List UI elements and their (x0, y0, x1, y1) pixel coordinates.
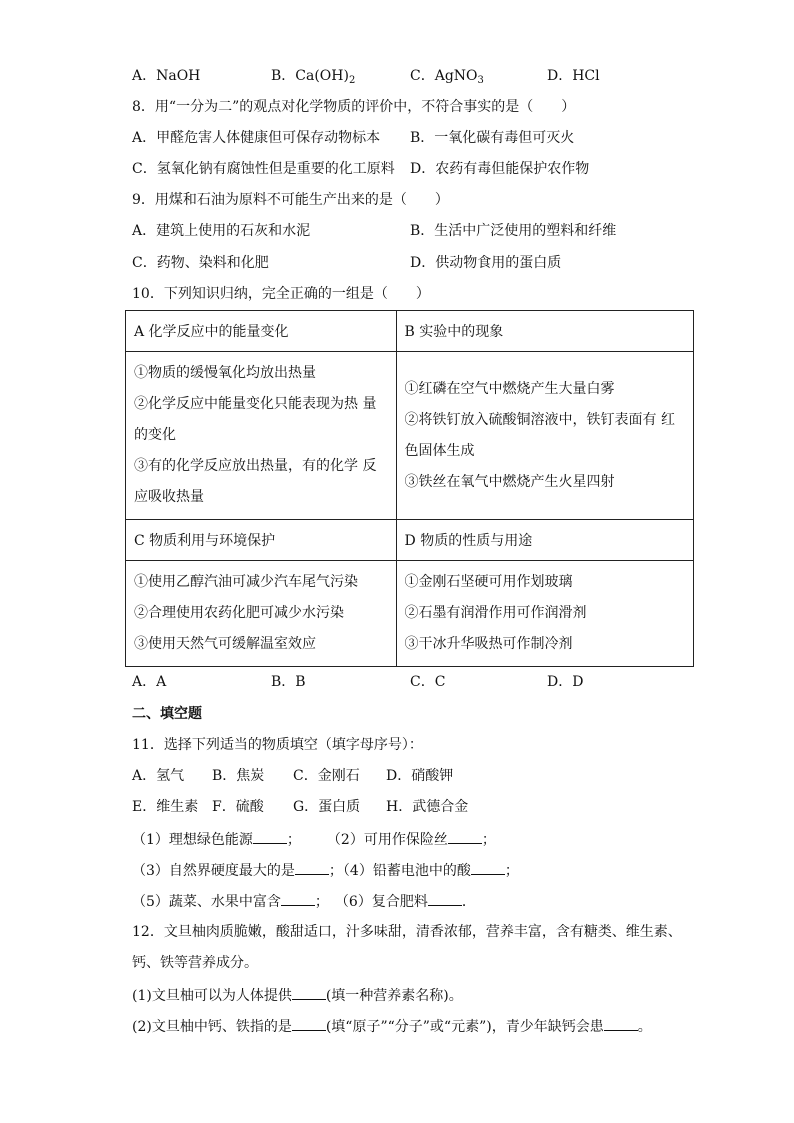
q8-option-d: D．农药有毒但能保护农作物 (410, 161, 590, 177)
q11-blank-line-1 (132, 829, 496, 850)
table-item: ②石墨有润滑作用可作润滑剂 (404, 605, 587, 621)
q11-choice: C．金刚石 (293, 768, 360, 784)
q10-option-a: A．A (132, 674, 167, 690)
punctuation: ； (504, 863, 519, 879)
q11-choice: A．氢气 (132, 768, 185, 784)
q11-part-3: （3）自然界硬度最大的是 (132, 863, 295, 879)
q8-stem: 8．用“一分为二”的观点对化学物质的评价中，不符合事实的是（ ） (132, 99, 576, 115)
q11-choice: H．武德合金 (386, 799, 469, 815)
section-title: 二、填空题 (132, 706, 202, 722)
q11-part-6: （6）复合肥料 (334, 894, 428, 910)
q10-stem: 10．下列知识归纳，完全正确的一组是（ ） (132, 286, 430, 302)
q11-choice: D．硝酸钾 (386, 768, 454, 784)
q7-option-c-text: C．AgNO (410, 68, 478, 84)
answer-blank[interactable] (428, 891, 462, 906)
q10-option-b: B．B (271, 674, 306, 690)
table-cell-b-head: B 实验中的现象 (396, 311, 693, 352)
table-item: ②将铁钉放入硫酸铜溶液中，铁钉表面有 红色固体生成 (404, 411, 675, 459)
q11-part-2: （2）可用作保险丝 (326, 832, 448, 848)
q7-option-b-subscript: 2 (348, 75, 356, 86)
q11-choice: E．维生素 (132, 799, 199, 815)
table-cell-a-head: A 化学反应中的能量变化 (126, 311, 397, 352)
table-row (126, 311, 694, 352)
table-cell-d-body (396, 561, 693, 667)
q12-sub-2-text: (2)文旦柚中钙、铁指的是 (132, 1019, 292, 1035)
answer-blank[interactable] (604, 1016, 638, 1031)
q7-option-d: D．HCl (547, 68, 600, 84)
q9-option-d: D．供动物食用的蛋白质 (410, 255, 562, 271)
table-row (126, 352, 694, 520)
punctuation: 。 (637, 1019, 652, 1035)
q12-sub-1-text: (1)文旦柚可以为人体提供 (132, 988, 292, 1004)
answer-blank[interactable] (281, 891, 315, 906)
q8-option-a: A．甲醛危害人体健康但可保存动物标本 (132, 130, 381, 146)
q11-part-1: （1）理想绿色能源 (132, 832, 253, 848)
q11-stem: 11．选择下列适当的物质填空（填字母序号）： (132, 737, 423, 753)
q7-option-a: A．NaOH (132, 68, 201, 84)
table-row (126, 561, 694, 667)
table-cell-c-head: C 物质利用与环境保护 (126, 520, 397, 561)
q12-stem-line-1: 12．文旦柚肉质脆嫩，酸甜适口，汁多味甜，清香浓郁，营养丰富，含有糖类、维生素、 (132, 924, 682, 940)
table-item: ③干冰升华吸热可作制冷剂 (404, 636, 573, 652)
q12-sub-1-hint: (填一种营养素名称)。 (325, 988, 463, 1004)
answer-blank[interactable] (253, 829, 287, 844)
q9-option-b: B．生活中广泛使用的塑料和纤维 (410, 223, 617, 239)
table-item: ①物质的缓慢氧化均放出热量 (134, 365, 316, 381)
q9-option-c: C．药物、染料和化肥 (132, 255, 269, 271)
answer-blank[interactable] (471, 860, 505, 875)
table-item: ①金刚石坚硬可用作划玻璃 (404, 574, 573, 590)
q9-option-a: A．建筑上使用的石灰和水泥 (132, 223, 311, 239)
q7-option-c (410, 66, 484, 91)
q11-choice: B．焦炭 (212, 768, 265, 784)
punctuation: ． (461, 894, 476, 910)
table-item: ③使用天然气可缓解温室效应 (134, 636, 316, 652)
answer-blank[interactable] (295, 860, 329, 875)
punctuation: ； (328, 863, 343, 879)
q12-sub-2-hint: (填“原子”“分子”或“元素”)，青少年缺钙会患 (325, 1019, 604, 1035)
answer-blank[interactable] (448, 829, 482, 844)
q7-option-b (271, 66, 355, 91)
q8-option-b: B．一氧化碳有毒但可灭火 (410, 130, 575, 146)
table-item: ②合理使用农药化肥可减少水污染 (134, 605, 344, 621)
table-item: ①红磷在空气中燃烧产生大量白雾 (404, 380, 615, 397)
q7-option-c-subscript: 3 (477, 75, 484, 86)
answer-blank[interactable] (292, 1016, 326, 1031)
punctuation: ； (481, 832, 496, 848)
answer-blank[interactable] (292, 985, 326, 1000)
q9-stem: 9．用煤和石油为原料不可能生产出来的是（ ） (132, 192, 449, 208)
table-item: ②化学反应中能量变化只能表现为热 量的变化 (134, 396, 377, 443)
q11-blank-line-3 (132, 891, 476, 912)
q10-option-d: D．D (547, 674, 584, 690)
table-item: ①使用乙醇汽油可减少汽车尾气污染 (134, 574, 358, 590)
table-row (126, 520, 694, 561)
q12-stem-line-2: 钙、铁等营养成分。 (132, 955, 258, 971)
q11-part-5: （5）蔬菜、水果中富含 (132, 894, 281, 910)
q11-blank-line-2 (132, 860, 519, 881)
q11-part-4: （4）铅蓄电池中的酸 (342, 863, 471, 879)
q11-choice: F．硫酸 (212, 799, 264, 815)
punctuation: ； (314, 894, 329, 910)
table-cell-b-body (396, 352, 693, 520)
knowledge-table (125, 310, 694, 667)
q10-option-c: C．C (410, 674, 446, 690)
table-item: ③铁丝在氧气中燃烧产生火星四射 (404, 473, 615, 490)
q12-sub-1 (132, 985, 463, 1006)
table-item: ③有的化学反应放出热量，有的化学 反应吸收热量 (134, 458, 377, 505)
q11-choice: G．蛋白质 (293, 799, 361, 815)
table-cell-d-head: D 物质的性质与用途 (396, 520, 693, 561)
q8-option-c: C．氢氧化钠有腐蚀性但是重要的化工原料 (132, 161, 395, 177)
table-cell-c-body (126, 561, 397, 667)
table-cell-a-body (126, 352, 397, 520)
q12-sub-2 (132, 1016, 652, 1037)
q7-option-b-text: B．Ca(OH) (271, 68, 349, 84)
punctuation: ； (286, 832, 301, 848)
